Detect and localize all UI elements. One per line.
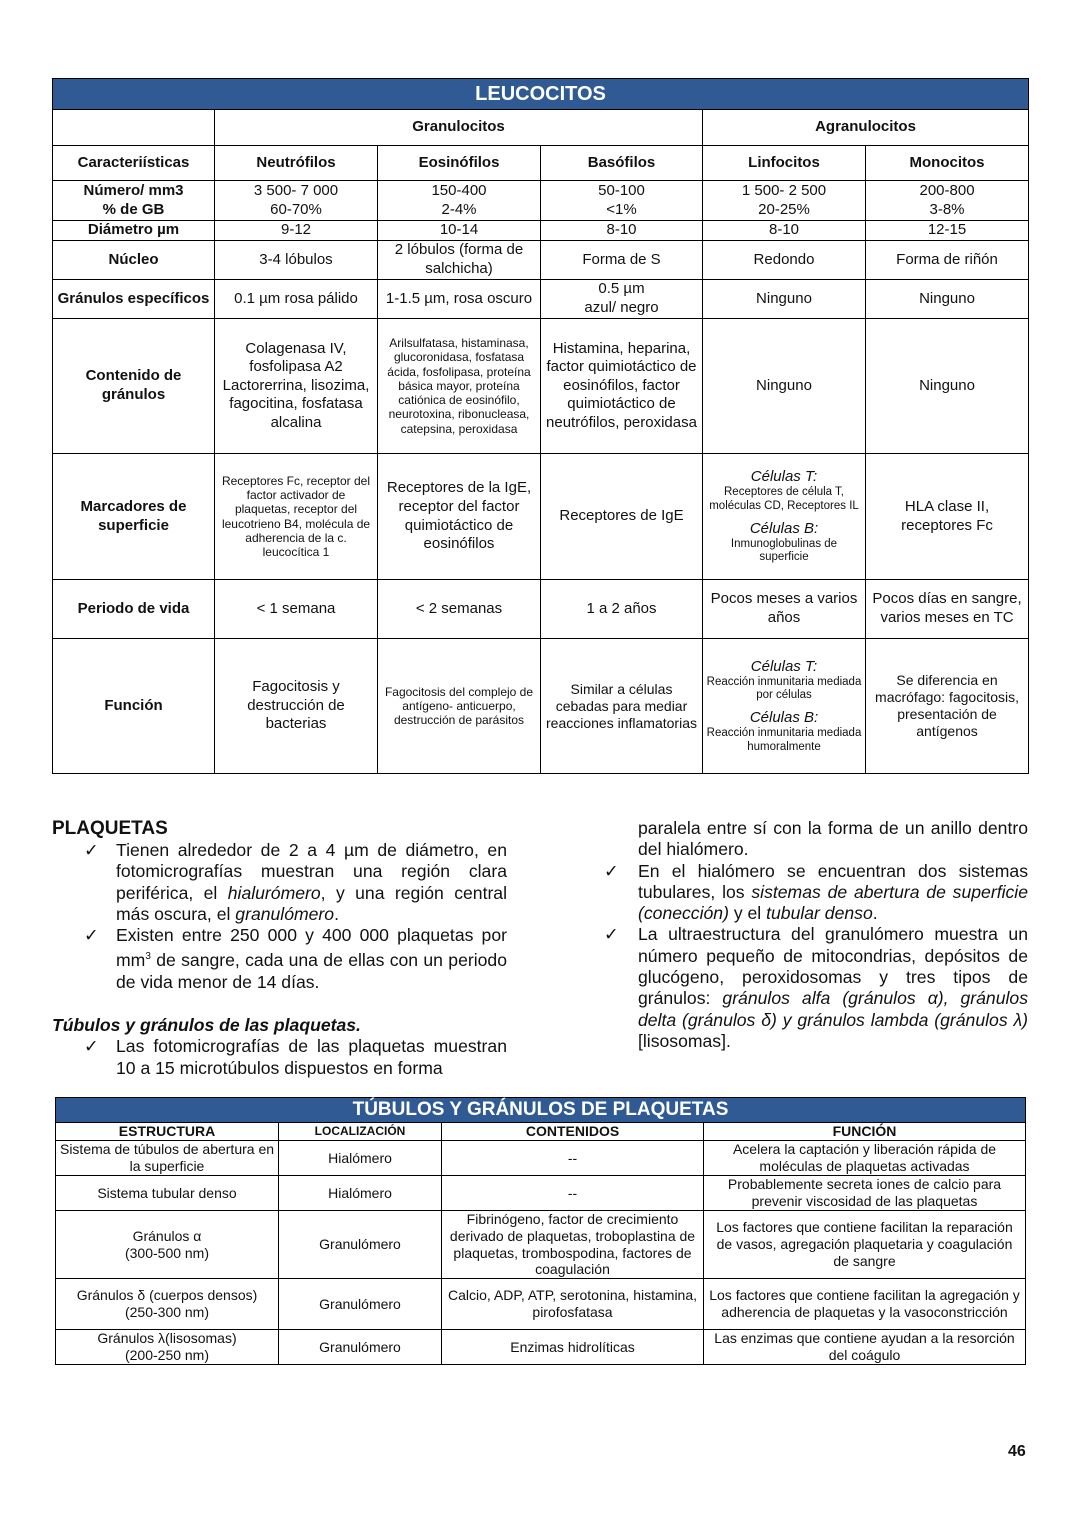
table-cell: Receptores de la IgE, receptor del factor quimiotáctico de eosinófilos [378, 454, 541, 580]
table-cell: Colagenasa IV, fosfolipasa A2 Lactorerrina, lisozima, fagocitina, fosfatasa alcalina [215, 319, 378, 454]
table-cell: Hialómero [279, 1141, 442, 1176]
table-cell: Hialómero [279, 1176, 442, 1211]
table-cell: Sistema tubular denso [56, 1176, 279, 1211]
bullet-list [52, 1036, 507, 1079]
table-cell: Forma de S [541, 241, 703, 280]
list-item [604, 924, 1028, 1052]
row-label: Núcleo [53, 241, 215, 280]
table-row [53, 319, 1029, 454]
tubulos-title: TÚBULOS Y GRÁNULOS DE PLAQUETAS [56, 1098, 1026, 1123]
tubulos-subheading: Túbulos y gránulos de las plaquetas. [52, 1014, 361, 1035]
col-funcion: FUNCIÓN [704, 1123, 1026, 1141]
table-cell: Gránulos δ (cuerpos densos) (250-300 nm) [56, 1279, 279, 1330]
table-row [53, 241, 1029, 280]
check-icon: ✓ [604, 860, 619, 881]
table-cell: Gránulos λ(lisosomas) (200-250 nm) [56, 1330, 279, 1365]
text-celulas-t: Reacción inmunitaria mediada por células [706, 675, 862, 702]
table-cell: 10-14 [378, 221, 541, 241]
leucocitos-table [52, 78, 1029, 774]
table-cell: Los factores que contiene facilitan la agregación y adherencia de plaquetas y la vasoconstricción [704, 1279, 1026, 1330]
row-label: Gránulos específicos [53, 280, 215, 319]
text-span: . [872, 903, 878, 924]
table-row [56, 1211, 1026, 1279]
table-cell: 12-15 [866, 221, 1029, 241]
table-cell: Receptores de IgE [541, 454, 703, 580]
text-span: y el [728, 903, 767, 924]
list-item [52, 1036, 507, 1079]
col-contenidos: CONTENIDOS [442, 1123, 704, 1141]
table-cell: Ninguno [866, 280, 1029, 319]
row-label: Marcadores de superficie [53, 454, 215, 580]
bullet-list [52, 840, 507, 993]
table-cell: Sistema de túbulos de abertura en la superficie [56, 1141, 279, 1176]
row-label: Contenido de gránulos [53, 319, 215, 454]
row-label: Diámetro µm [53, 221, 215, 241]
col-monocitos: Monocitos [866, 146, 1029, 181]
col-localizacion: LOCALIZACIÓN [279, 1123, 442, 1141]
table-cell [703, 639, 866, 774]
row-label: Periodo de vida [53, 580, 215, 639]
col-basofilos: Basófilos [541, 146, 703, 181]
group-agranulocitos: Agranulocitos [703, 110, 1029, 146]
superscript: 3 [145, 951, 151, 963]
table-cell: 2 lóbulos (forma de salchicha) [378, 241, 541, 280]
text-span: Tienen alrededor de 2 a 4 µm de diámetro, en fotomicrografías muestran una región clara periférica, el [116, 840, 507, 903]
row-label: Función [53, 639, 215, 774]
table-row [56, 1330, 1026, 1365]
table-cell: Se diferencia en macrófago: fagocitosis, presentación de antígenos [866, 639, 1029, 774]
table-cell: 9-12 [215, 221, 378, 241]
text-celulas-b: Inmunoglobulinas de superficie [730, 537, 838, 564]
table-cell: Ninguno [703, 280, 866, 319]
tubulos-table [55, 1097, 1026, 1365]
text-celulas-t: Receptores de célula T, moléculas CD, Receptores IL [709, 486, 859, 512]
table-cell: Los factores que contiene facilitan la reparación de vasos, agregación plaquetaria y coagulación de sangre [704, 1211, 1026, 1279]
table-cell: 3-4 lóbulos [215, 241, 378, 280]
table-cell: 8-10 [703, 221, 866, 241]
italic-term: granulómero [235, 903, 335, 924]
text-span: La ultraestructura del granulómero muestra un número pequeño de mitocondrias, depósitos de glucógeno, peroxidosomas y tres tipos de gránulos: [638, 924, 1028, 1009]
col-estructura: ESTRUCTURA [56, 1123, 279, 1141]
list-item [52, 925, 507, 993]
table-row [53, 454, 1029, 580]
text-column-left [52, 818, 507, 1079]
table-cell: -- [442, 1176, 704, 1211]
table-row [56, 1279, 1026, 1330]
page-number: 46 [1008, 1443, 1026, 1460]
table-cell: 150-400 2-4% [378, 181, 541, 221]
table-cell: 3 500- 7 000 60-70% [215, 181, 378, 221]
table-row [53, 181, 1029, 221]
table-cell: HLA clase II, receptores Fc [866, 454, 1029, 580]
check-icon: ✓ [604, 924, 619, 945]
text-column-right [604, 818, 1028, 1052]
table-cell: Calcio, ADP, ATP, serotonina, histamina, pirofosfatasa [442, 1279, 704, 1330]
table-cell: 8-10 [541, 221, 703, 241]
table-row [56, 1141, 1026, 1176]
table-row [53, 580, 1029, 639]
row-label: Número/ mm3 % de GB [53, 181, 215, 221]
text-span: . [334, 903, 339, 924]
table-cell: 0.1 µm rosa pálido [215, 280, 378, 319]
plaquetas-heading: PLAQUETAS [52, 818, 168, 839]
table-cell: < 1 semana [215, 580, 378, 639]
table-cell: < 2 semanas [378, 580, 541, 639]
text-span: , y una región central más oscura, el [116, 882, 508, 924]
col-caracteristicas: Caracteriísticas [53, 146, 215, 181]
col-eosinofilos: Eosinófilos [378, 146, 541, 181]
bullet-list [604, 861, 1028, 1053]
table-cell: Ninguno [866, 319, 1029, 454]
label-celulas-t: Células T: [750, 657, 818, 675]
text-span: Las fotomicrografías de las plaquetas muestran 10 a 15 microtúbulos dispuestos en forma [116, 1036, 507, 1078]
continued-text: paralela entre sí con la forma de un anillo dentro del hialómero. [638, 818, 1028, 860]
table-cell: Redondo [703, 241, 866, 280]
italic-term: tubular denso [766, 903, 873, 924]
table-cell: Pocos días en sangre, varios meses en TC [866, 580, 1029, 639]
check-icon: ✓ [84, 840, 99, 860]
table-cell: Fagocitosis del complejo de antígeno- anticuerpo, destrucción de parásitos [378, 639, 541, 774]
table-cell: Fagocitosis y destrucción de bacterias [215, 639, 378, 774]
table-cell: Granulómero [279, 1279, 442, 1330]
table-cell: Probablemente secreta iones de calcio para prevenir viscosidad de las plaquetas [704, 1176, 1026, 1211]
text-span: de sangre, cada una de ellas con un periodo de vida menor de 14 días. [116, 950, 507, 992]
check-icon: ✓ [84, 925, 99, 946]
italic-term: gránulos alfa (gránulos α), gránulos delta (gránulos δ) y gránulos lambda (gránulos λ) [638, 988, 1028, 1030]
text-celulas-b: Reacción inmunitaria mediada humoralmente [706, 727, 862, 753]
table-cell: Pocos meses a varios años [703, 580, 866, 639]
table-cell: Arilsulfatasa, histaminasa, glucoronidasa, fosfatasa ácida, fosfolipasa, proteína básica mayor, proteína catiónica de eosinófilo, neurotoxina, ribonucleasa, catepsina, peroxidasa [378, 319, 541, 454]
col-linfocitos: Linfocitos [703, 146, 866, 181]
table-cell: 1 a 2 años [541, 580, 703, 639]
table-cell: Gránulos α (300-500 nm) [56, 1211, 279, 1279]
table-cell: 0.5 µm azul/ negro [541, 280, 703, 319]
table-cell: Histamina, heparina, factor quimiotáctico de eosinófilos, factor quimiotáctico de neutrófilos, peroxidasa [541, 319, 703, 454]
empty-cell [53, 110, 215, 146]
table-cell: Enzimas hidrolíticas [442, 1330, 704, 1365]
table-cell: 200-800 3-8% [866, 181, 1029, 221]
table-cell: Las enzimas que contiene ayudan a la resorción del coágulo [704, 1330, 1026, 1365]
table-cell: 50-100 <1% [541, 181, 703, 221]
check-icon: ✓ [84, 1036, 99, 1057]
table-cell: Ninguno [703, 319, 866, 454]
table-cell: Granulómero [279, 1330, 442, 1365]
table-cell: 1-1.5 µm, rosa oscuro [378, 280, 541, 319]
text-span: [lisosomas]. [638, 1030, 731, 1051]
col-neutrofilos: Neutrófilos [215, 146, 378, 181]
table-cell: Receptores Fc, receptor del factor activador de plaquetas, receptor del leucotrieno B4, molécula de adherencia de la c. leucocítica 1 [215, 454, 378, 580]
table-cell: Granulómero [279, 1211, 442, 1279]
table-row [56, 1176, 1026, 1211]
label-celulas-t: Células T: [750, 468, 818, 486]
text-span: En el hialómero se encuentran dos sistemas tubulares, los [638, 860, 1028, 902]
table-cell: Acelera la captación y liberación rápida de moléculas de plaquetas activadas [704, 1141, 1026, 1176]
italic-term: hialurómero [227, 882, 321, 903]
table-cell: Similar a células cebadas para mediar reacciones inflamatorias [541, 639, 703, 774]
text-span: Existen entre 250 000 y 400 000 plaquetas por mm [116, 925, 507, 971]
table-cell: 1 500- 2 500 20-25% [703, 181, 866, 221]
italic-term: sistemas de abertura de superficie (conección) [638, 881, 1028, 924]
table-row [53, 639, 1029, 774]
table-cell: Forma de riñón [866, 241, 1029, 280]
list-item [52, 840, 507, 925]
table-cell: -- [442, 1141, 704, 1176]
label-celulas-b: Células B: [749, 519, 819, 537]
label-celulas-b: Células B: [749, 709, 819, 726]
group-granulocitos: Granulocitos [215, 110, 703, 146]
table-row [53, 280, 1029, 319]
table-row [53, 221, 1029, 241]
table-cell: Fibrinógeno, factor de crecimiento derivado de plaquetas, troboplastina de plaquetas, trombospodina, factores de coagulación [442, 1211, 704, 1279]
list-item [604, 861, 1028, 925]
leucocitos-title: LEUCOCITOS [53, 79, 1029, 110]
table-cell [703, 454, 866, 580]
